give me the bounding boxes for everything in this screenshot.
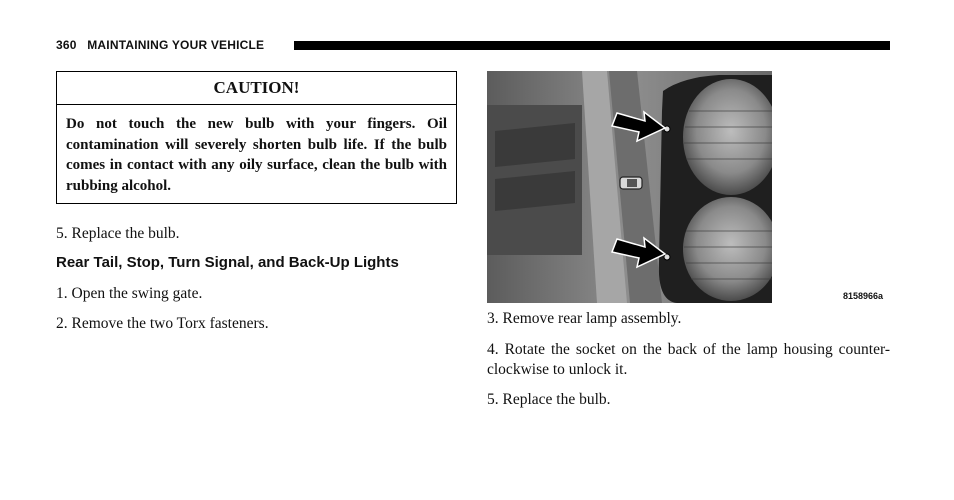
step-replace-bulb: 5. Replace the bulb.: [56, 225, 180, 242]
section-title: MAINTAINING YOUR VEHICLE: [87, 38, 265, 52]
caution-title: CAUTION!: [57, 72, 456, 105]
step-replace-bulb-2: 5. Replace the bulb.: [487, 391, 611, 408]
header-text: [56, 38, 264, 52]
caution-box: [56, 71, 457, 204]
step-open-swing-gate: 1. Open the swing gate.: [56, 285, 203, 302]
figure-code: 8158966a: [843, 291, 884, 301]
rear-lamp-illustration: [487, 71, 890, 303]
rear-lamp-figure: [487, 71, 890, 303]
page-number: 360: [56, 38, 77, 52]
caution-text: Do not touch the new bulb with your fingers. Oil contamination will severely shorten bulb life. If the bulb comes in contact with any oily surface, clean the bulb with rubbing alcohol.: [66, 116, 447, 194]
step-remove-lamp: 3. Remove rear lamp assembly.: [487, 310, 682, 327]
header-rule: [294, 41, 890, 50]
step-rotate-socket: 4. Rotate the socket on the back of the lamp housing counter-clockwise to unlock it.: [487, 341, 890, 378]
page-header: [56, 38, 890, 54]
step-remove-fasteners: 2. Remove the two Torx fasteners.: [56, 315, 269, 332]
section-heading: Rear Tail, Stop, Turn Signal, and Back-Up Lights: [56, 254, 399, 271]
